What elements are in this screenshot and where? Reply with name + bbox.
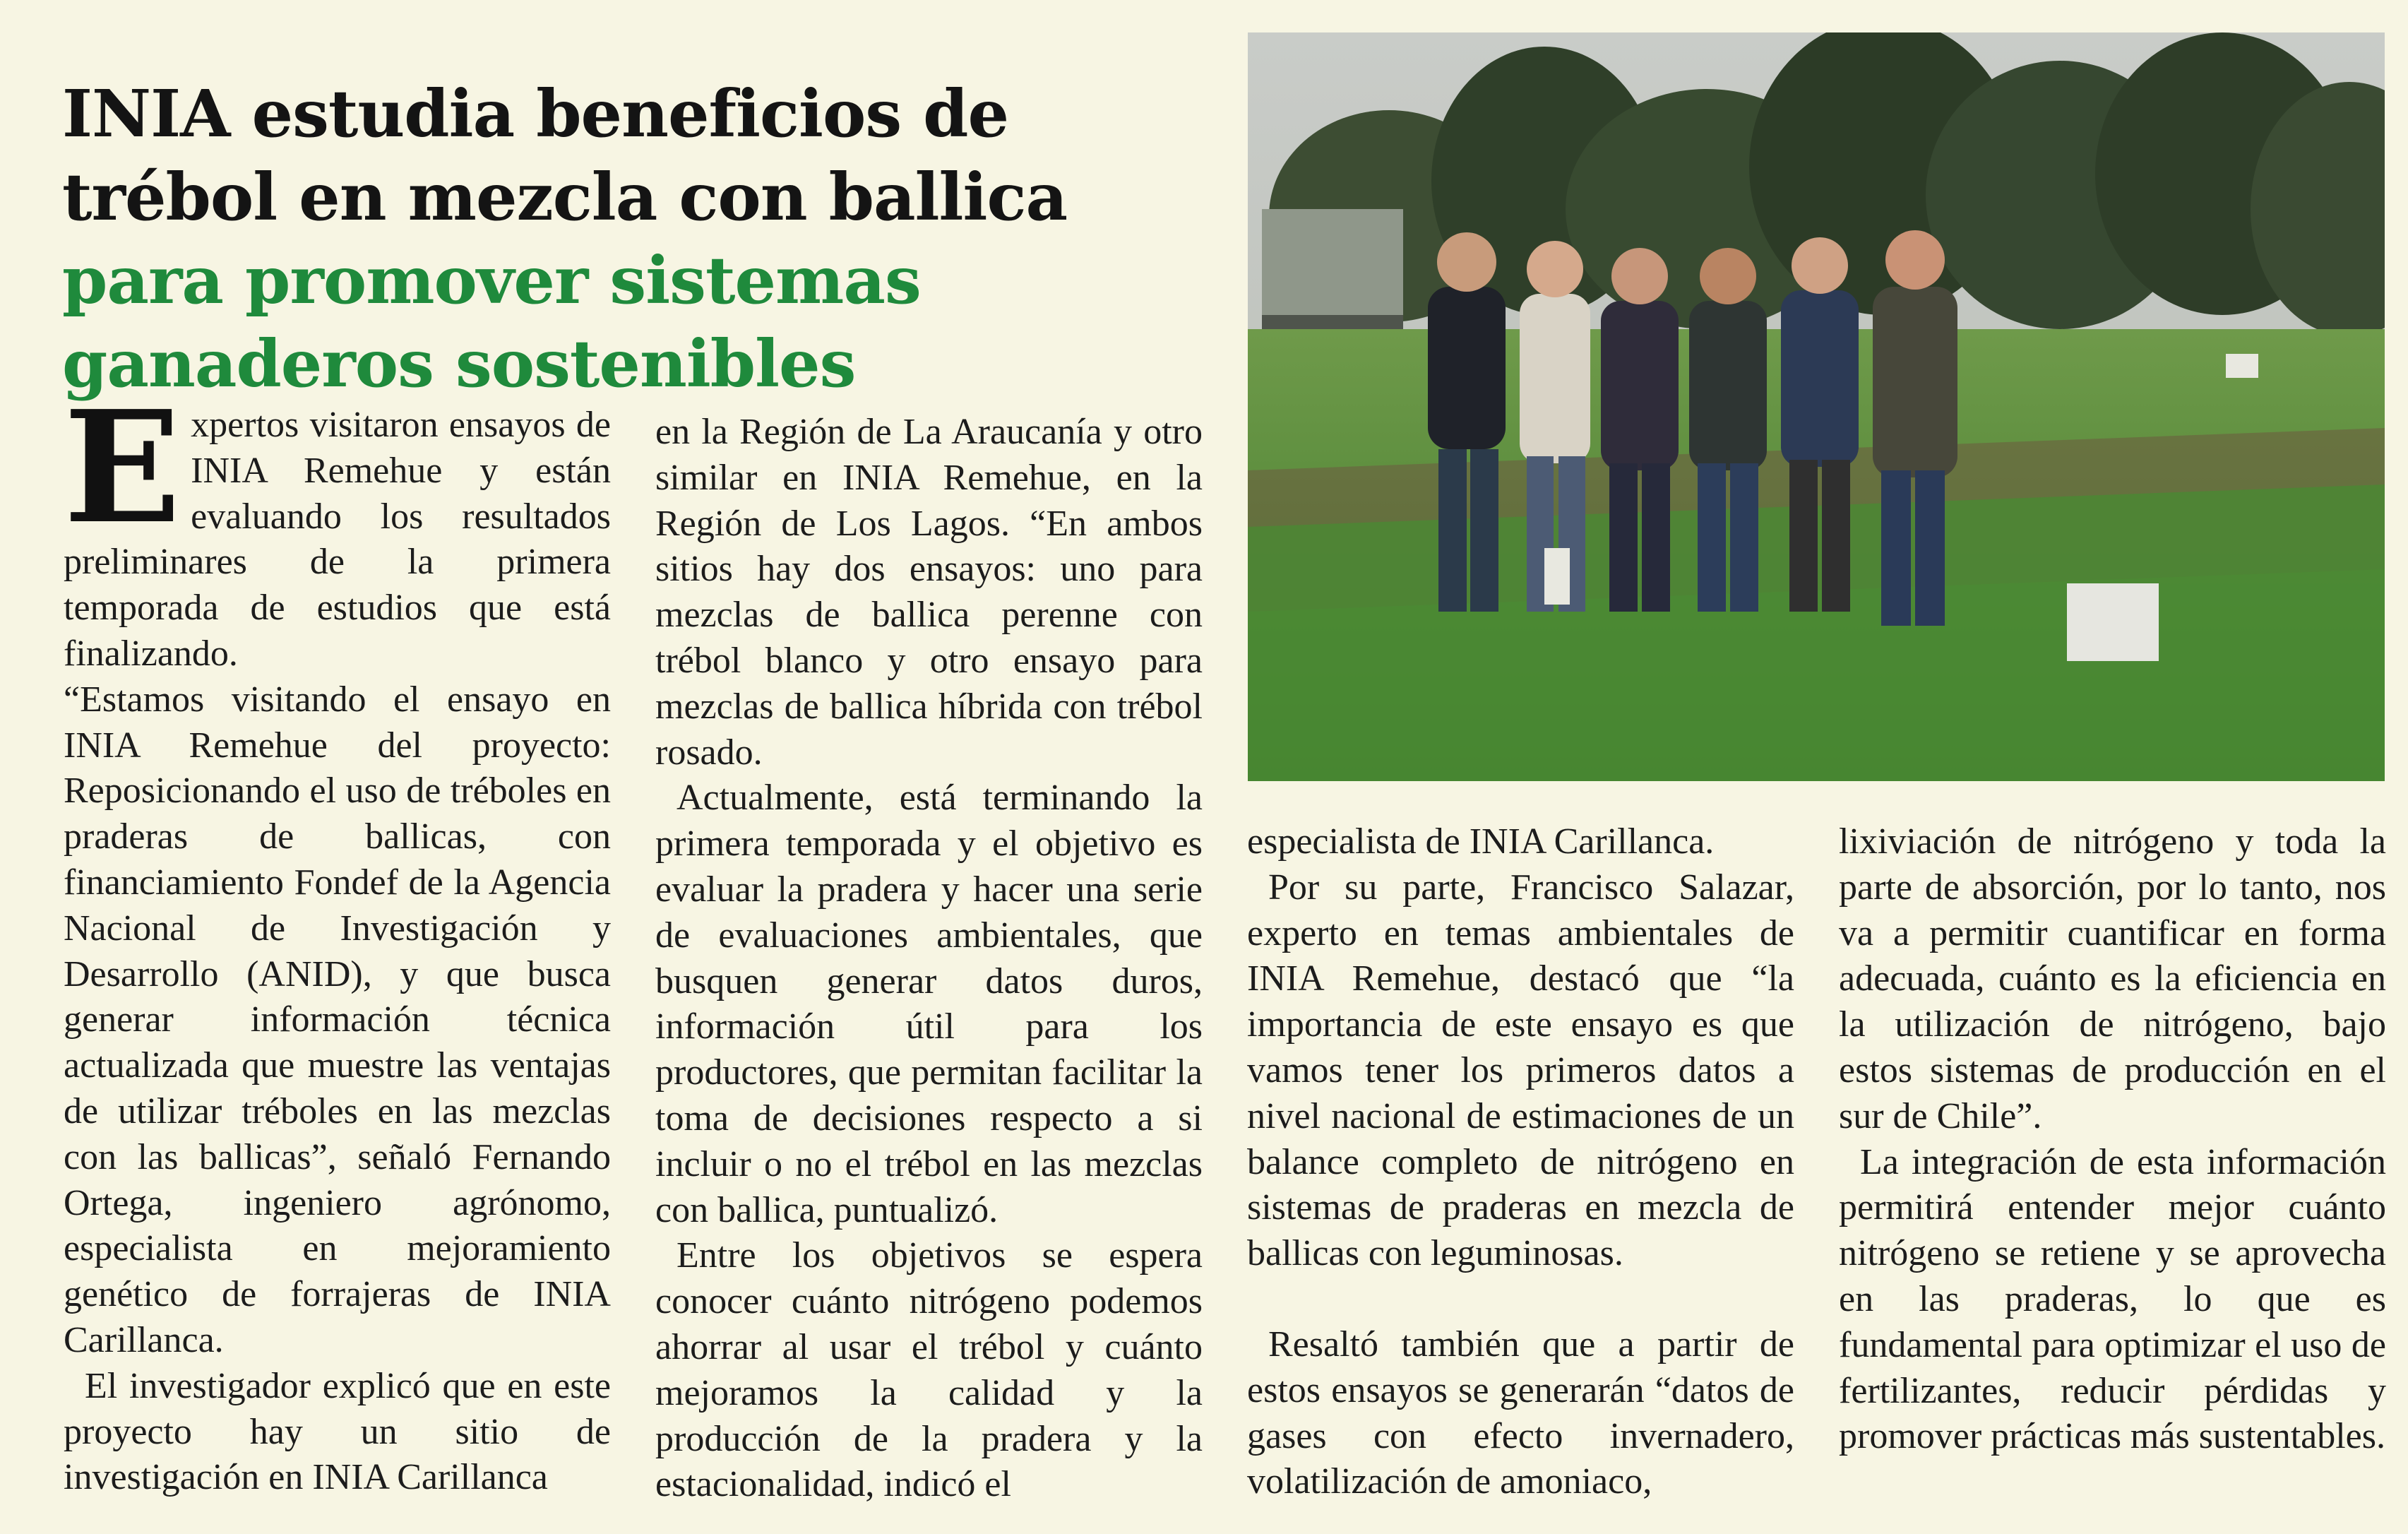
article-column-3 bbox=[1247, 819, 1794, 1502]
dropcap: E bbox=[64, 377, 181, 558]
paragraph: en la Región de La Araucanía y otro similar en INIA Remehue, en la Región de Los Lagos. “En ambos sitios hay dos ensayos: uno para mezclas de ballica perenne con trébol blanco y otro ensayo para mezclas de ballica híbrida con trébol rosado. bbox=[655, 412, 1203, 773]
paragraph: Por su parte, Francisco Salazar, experto en temas ambientales de INIA Remehue, destacó que “la importancia de este ensayo es que vamos tener los primeros datos a nivel nacional de estimaciones de un balance completo de nitrógeno en sistemas de praderas en mezcla de ballicas con leguminosas. bbox=[1247, 867, 1794, 1274]
headline-line-1: INIA estudia beneficios de bbox=[62, 75, 1009, 152]
article-photo bbox=[1248, 32, 2385, 781]
paragraph: Entre los objetivos se espera conocer cuánto nitrógeno podemos ahorrar al usar el trébol y cuánto mejoramos la calidad y la producción de la pradera y la estacionalidad, indicó el bbox=[655, 1235, 1203, 1505]
headline bbox=[62, 72, 1220, 405]
paragraph: especialista de INIA Carillanca. bbox=[1247, 821, 1715, 862]
paragraph: “Estamos visitando el ensayo en INIA Remehue del proyecto: Reposicionando el uso de tréboles en praderas de ballicas, con financiamiento Fondef de la Agencia Nacional de Investigación y Desarrollo (ANID), y que busca generar información técnica actualizada que muestre las ventajas de utilizar tréboles en las mezclas con las ballicas”, señaló Fernando Ortega, ingeniero agrónomo, especialista en mejoramiento genético de forrajeras de INIA Carillanca. bbox=[64, 679, 611, 1360]
headline-line-4: ganaderos sostenibles bbox=[62, 325, 856, 402]
paragraph: Resaltó también que a partir de estos ensayos se generarán “datos de gases con efecto invernadero, volatilización de amoniaco, bbox=[1247, 1324, 1794, 1502]
paragraph: Actualmente, está terminando la primera temporada y el objetivo es evaluar la pradera y hacer una serie de evaluaciones ambientales, que busquen generar datos duros, información útil para los productores, que permitan facilitar la toma de decisiones respecto a si incluir o no el trébol en las mezclas con ballica, puntualizó. bbox=[655, 778, 1203, 1230]
article-column-4 bbox=[1839, 819, 2386, 1497]
paragraph bbox=[64, 377, 611, 677]
group-photo-image bbox=[1248, 32, 2385, 781]
paragraph: La integración de esta información permitirá entender mejor cuánto nitrógeno se retiene y se aprovecha en las praderas, lo que es fundamental para optimizar el uso de fertilizantes, reducir pérdidas y promover prácticas más sustentables. bbox=[1839, 1141, 2386, 1457]
paragraph-text: xpertos visitaron ensayos de INIA Remehue y están evaluando los resultados preliminares de la primera temporada de estudios que está finalizando. bbox=[64, 405, 611, 674]
article-column-1 bbox=[64, 377, 611, 1504]
headline-line-3: para promover sistemas bbox=[62, 242, 921, 319]
paragraph: El investigador explicó que en este proyecto hay un sitio de investigación en INIA Carillanca bbox=[64, 1365, 611, 1498]
paragraph: lixiviación de nitrógeno y toda la parte de absorción, por lo tanto, nos va a permitir cuantificar en forma adecuada, cuánto es la eficiencia en la utilización de nitrógeno, bajo estos sistemas de producción en el sur de Chile”. bbox=[1839, 821, 2386, 1136]
headline-line-2: trébol en mezcla con ballica bbox=[62, 158, 1068, 235]
article-column-2 bbox=[655, 410, 1203, 1511]
